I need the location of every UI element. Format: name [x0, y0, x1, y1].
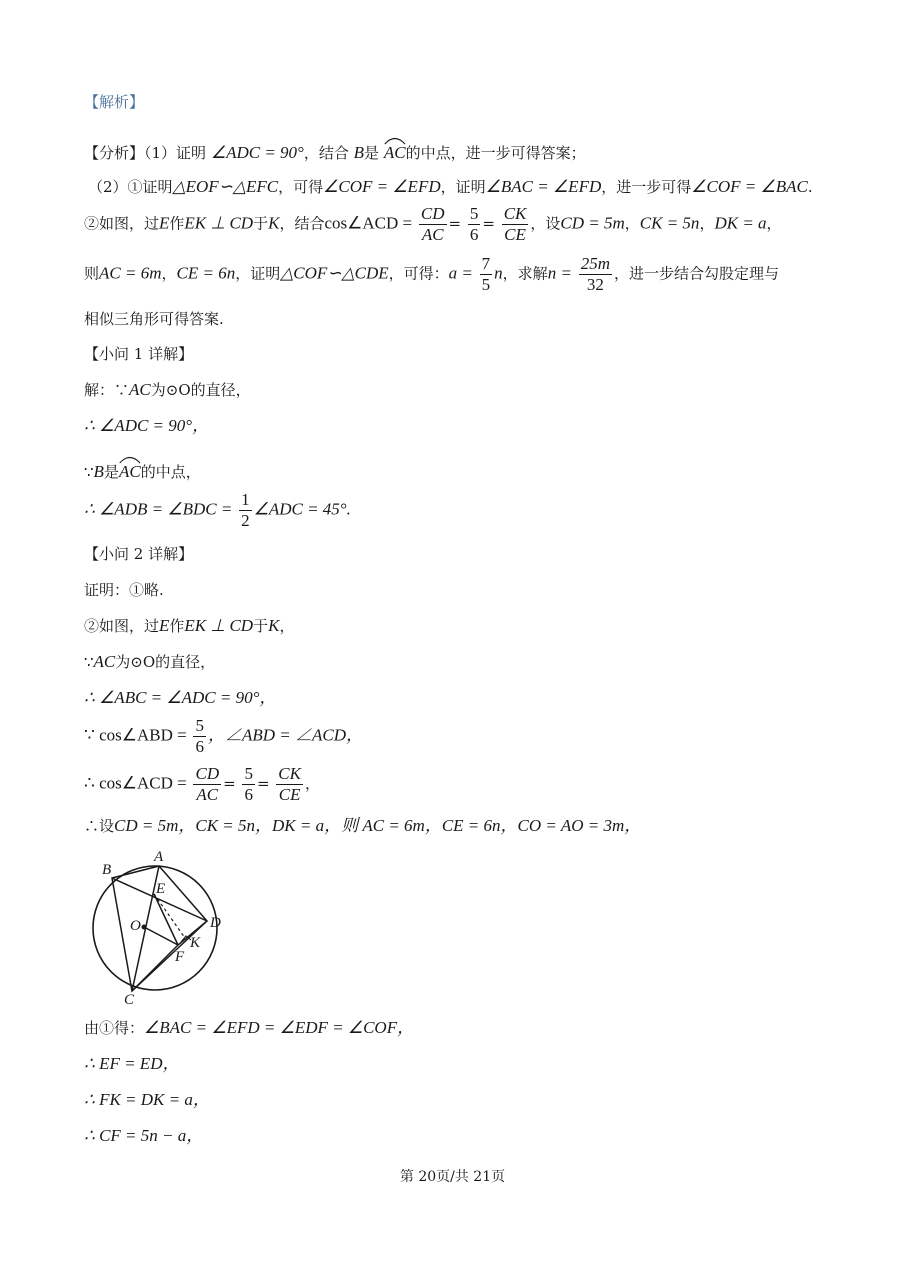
math-expr: ∴ ∠ADB = ∠BDC =	[84, 499, 233, 519]
math-expr: ∠BAC = ∠EFD = ∠EDF = ∠COF，	[144, 1018, 415, 1037]
text: ，	[304, 774, 320, 793]
numerator: 25m	[580, 254, 610, 273]
numerator: 7	[481, 254, 491, 273]
text: ，证明	[235, 264, 281, 283]
math-expr: CK = 5n	[639, 213, 700, 233]
part2-line-11: ∴ CF = 5n − a，	[84, 1126, 204, 1145]
label-f: F	[175, 949, 185, 965]
text: ，证明	[440, 178, 486, 196]
analysis-tag: 【分析】	[84, 144, 145, 162]
math-expr: ∠BAC = ∠EFD	[485, 177, 602, 196]
math-expr: CE = 6n	[176, 263, 236, 283]
text: 由①得：	[84, 1019, 145, 1037]
fraction	[468, 204, 481, 245]
numerator: 1	[241, 490, 250, 509]
math-var: B	[93, 462, 104, 481]
text: 于	[253, 214, 269, 233]
denominator: 5	[481, 275, 491, 294]
text: ，	[699, 214, 715, 233]
denominator: CE	[278, 785, 301, 804]
analysis-heading: 【解析】	[84, 93, 145, 111]
numerator: CK	[278, 764, 301, 783]
fraction	[276, 764, 303, 805]
arc-icon	[119, 454, 141, 464]
text: 是	[103, 463, 119, 481]
numerator: CK	[503, 204, 527, 223]
text: 为⊙O的直径，	[150, 381, 251, 399]
math-expr: AC = 6m	[99, 263, 162, 283]
denominator: AC	[421, 225, 444, 244]
math-expr: ∠ADC = 45°.	[253, 499, 351, 519]
denominator: AC	[196, 785, 219, 804]
text: ，进一步可得	[601, 178, 692, 196]
fraction	[579, 254, 612, 295]
math-expr: ∠COF = ∠BAC	[691, 177, 808, 196]
math-expr: ∵ cos∠ABD =	[84, 725, 187, 745]
text: ，求解	[502, 264, 548, 283]
part1-line-1	[84, 380, 251, 400]
math-expr: ，∠ABD = ∠ACD，	[207, 725, 364, 745]
text: ②如图，过	[84, 617, 160, 635]
text: ，	[279, 617, 295, 635]
text: ，设	[530, 214, 561, 233]
part2-line-5	[84, 716, 363, 757]
math-var: K	[268, 213, 280, 233]
arc-ac	[119, 456, 141, 482]
center-point	[142, 925, 147, 930]
text: （1）证明	[144, 144, 207, 162]
denominator: 6	[244, 785, 253, 804]
fraction	[419, 204, 447, 245]
numerator: CD	[195, 764, 220, 783]
text: ，结合	[303, 144, 349, 162]
part2-heading: 【小问 2 详解】	[84, 545, 194, 563]
segment-of	[144, 927, 178, 945]
math-expr: △COF∽△CDE	[280, 263, 389, 283]
analysis-line-2	[88, 177, 813, 197]
math-var: E	[159, 616, 170, 635]
part2-line-6: ∴ cos∠ACD = $\frac{CD}{AC}$ = $\frac{5}{6}$ = $\frac{CK}{CE}$ ，	[84, 764, 320, 804]
part2-line-7	[84, 816, 641, 836]
denominator: 32	[586, 275, 604, 294]
math-expr: CD = 5m，CK = 5n，DK = a，则 AC = 6m，CE = 6n，CO = AO = 3m，	[114, 816, 642, 835]
part2-line-10: ∴ FK = DK = a，	[84, 1090, 210, 1109]
text: 是	[364, 144, 380, 162]
part1-line-3	[84, 456, 201, 482]
denominator: 6	[469, 225, 479, 244]
fraction	[193, 764, 221, 805]
numerator: CD	[420, 204, 445, 223]
label-k: K	[190, 935, 201, 951]
text: 于	[253, 617, 269, 635]
text: ，	[624, 214, 640, 233]
label-b: B	[102, 862, 112, 878]
denominator: 2	[241, 511, 250, 530]
text: ，进一步结合勾股定理与	[613, 264, 779, 283]
math-var: E	[159, 213, 170, 233]
denominator: 6	[195, 737, 204, 756]
arc-label: AC	[118, 462, 141, 481]
part2-line-2	[84, 616, 294, 636]
text: 作	[169, 214, 185, 233]
text: （2）①证明	[88, 178, 173, 196]
label-e: E	[156, 881, 166, 897]
fraction	[480, 254, 493, 295]
text: ∵	[84, 463, 94, 481]
text: ，可得：	[388, 264, 449, 283]
math-var: n	[494, 263, 503, 283]
part2-line-3	[84, 652, 215, 672]
math-expr: △EOF∽△EFC	[172, 177, 279, 196]
math-expr: CD = 5m	[560, 213, 625, 233]
arc-label: AC	[383, 143, 406, 162]
math-expr: a =	[448, 263, 473, 283]
text: 作	[169, 617, 185, 635]
math-expr: EK ⊥ CD	[184, 616, 254, 635]
text: ∵	[84, 653, 94, 671]
text: ，	[766, 214, 782, 233]
math-expr: AC	[93, 652, 116, 671]
fraction	[193, 716, 206, 757]
analysis-line-5: 相似三角形可得答案.	[84, 310, 224, 328]
label-d: D	[210, 915, 221, 931]
math-expr: ∠ADC = 90°	[210, 143, 304, 162]
math-var: K	[268, 616, 280, 635]
part2-line-1: 证明：①略.	[84, 581, 164, 599]
text: 的中点，	[140, 463, 201, 481]
math-expr: cos∠ACD =	[324, 213, 413, 233]
part2-line-4: ∴ ∠ABC = ∠ADC = 90°，	[84, 688, 277, 707]
text: ②如图，过	[84, 214, 160, 233]
arc-ac	[384, 137, 406, 163]
page-footer: 第 20页/共 21页	[399, 1169, 506, 1185]
text: ，可得	[278, 178, 324, 196]
fraction	[242, 764, 255, 805]
text: 则	[84, 264, 100, 283]
analysis-line-4	[84, 254, 779, 295]
text: 的中点，进一步可得答案；	[405, 144, 586, 162]
label-a: A	[154, 849, 164, 865]
part2-line-9: ∴ EF = ED，	[84, 1054, 180, 1073]
text: 解：∵	[84, 381, 130, 399]
math-expr: EK ⊥ CD	[184, 213, 254, 233]
numerator: 5	[469, 204, 479, 223]
math-var: B	[353, 143, 365, 162]
text: ，结合	[279, 214, 325, 233]
part1-heading: 【小问 1 详解】	[84, 345, 194, 363]
part1-line-2: ∴ ∠ADC = 90°，	[84, 416, 210, 435]
numerator: 5	[244, 764, 253, 783]
text: 为⊙O的直径，	[115, 653, 216, 671]
numerator: 5	[195, 716, 204, 735]
part1-line-4	[84, 490, 351, 531]
part2-line-8	[84, 1018, 414, 1038]
text: ∴设	[84, 817, 115, 835]
analysis-line-3: ②如图，过E作EK ⊥ CD于K，结合cos∠ACD = $\frac{CD}{AC}$ = $\frac{5}{6}$ = $\frac{CK}{CE}$ ，设CD = 5m，CK = 5n，DK = a，	[84, 204, 782, 244]
analysis-line-1	[84, 137, 586, 163]
geometry-figure	[80, 848, 240, 1008]
label-c: C	[124, 992, 135, 1008]
math-expr: DK = a	[714, 213, 767, 233]
math-expr: n =	[547, 263, 572, 283]
segment-ek-dashed	[154, 894, 185, 938]
label-o: O	[130, 918, 141, 934]
math-expr: ∠COF = ∠EFD	[323, 177, 441, 196]
math-expr: ∴ cos∠ACD =	[84, 773, 187, 793]
fraction	[239, 490, 252, 531]
fraction	[502, 204, 529, 245]
text: ，	[161, 264, 177, 283]
math-expr: AC	[129, 380, 151, 399]
denominator: CE	[504, 225, 526, 244]
arc-icon	[384, 135, 406, 145]
text: .	[807, 178, 813, 196]
